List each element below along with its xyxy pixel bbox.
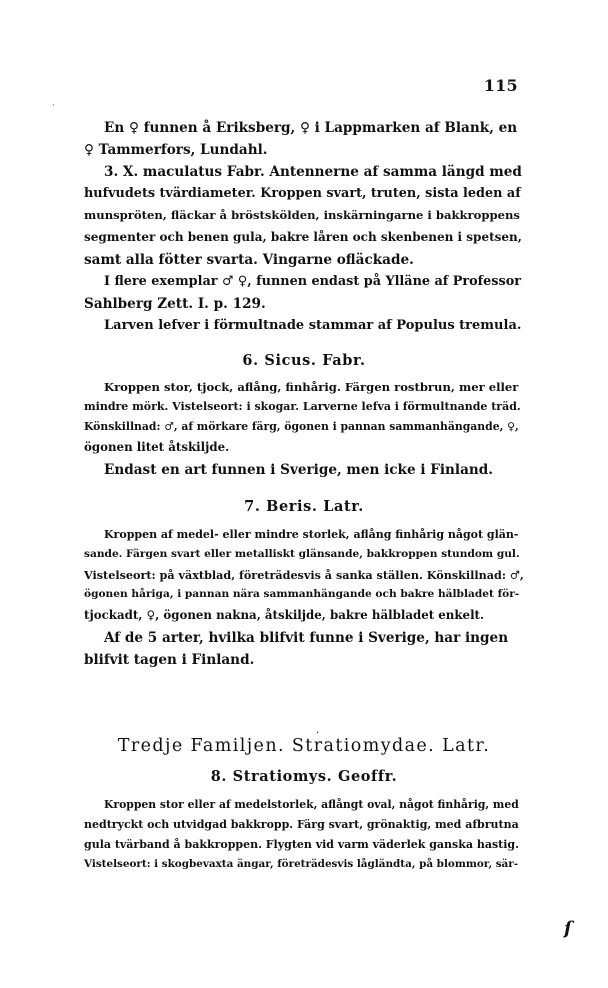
- genus-7-heading: 7. Beris. Latr.: [244, 498, 364, 515]
- text-line-29: gula tvärband å bakkroppen. Flygten vid varm väderlek ganska hastig.: [84, 838, 519, 851]
- page-number: 115: [483, 76, 518, 95]
- text-line-18: Kroppen af medel- eller mindre storlek, aflång finhårig något glän-: [104, 528, 519, 541]
- text-line-27: Kroppen stor eller af medelstorlek, aflångt oval, något finhårig, med: [104, 798, 519, 811]
- text-line-10: Larven lefver i förmultnade stammar af Populus tremula.: [104, 318, 522, 333]
- text-line-8: I flere exemplar ♂ ♀, funnen endast på Ylläne af Professor: [104, 274, 521, 289]
- text-line-1: En ♀ funnen å Eriksberg, ♀ i Lappmarken af Blank, en: [104, 120, 518, 136]
- text-line-5: munspröten, fläckar å bröstskölden, inskärningarne i bakkroppens: [84, 208, 520, 222]
- text-line-21: ögonen håriga, i pannan nära sammanhängande och bakre hälbladet för-: [84, 588, 520, 600]
- margin-mark: ſ: [564, 918, 572, 939]
- text-line-4: hufvudets tvärdiameter. Kroppen svart, truten, sista leden af: [84, 186, 521, 201]
- text-line-16: Endast en art funnen i Sverige, men icke i Finland.: [104, 462, 494, 478]
- text-line-7: samt alla fötter svarta. Vingarne ofläckade.: [84, 252, 414, 268]
- species-3-heading: 3. X. maculatus Fabr. Antennerne af samma längd med: [104, 164, 522, 180]
- text-line-22: tjockadt, ♀, ögonen nakna, åtskiljde, bakre hälbladet enkelt.: [84, 608, 485, 622]
- text-line-6: segmenter och benen gula, bakre låren och skenbenen i spetsen,: [84, 230, 522, 244]
- print-speck: ·: [316, 728, 320, 739]
- genus-8-heading: 8. Stratiomys. Geoffr.: [210, 768, 398, 785]
- text-line-19: sande. Färgen svart eller metalliskt glänsande, bakkroppen stundom gul.: [84, 548, 520, 560]
- text-line-15: ögonen litet åtskiljde.: [84, 440, 230, 454]
- text-line-12: Kroppen stor, tjock, aflång, finhårig. Färgen rostbrun, mer eller: [104, 380, 519, 394]
- family-heading: Tredje Familjen. Stratiomydae. Latr.: [117, 736, 491, 756]
- text-line-23: Af de 5 arter, hvilka blifvit funne i Sverige, har ingen: [104, 630, 509, 646]
- text-line-24: blifvit tagen i Finland.: [84, 652, 255, 668]
- margin-tick: ·: [52, 101, 55, 111]
- genus-6-heading: 6. Sicus. Fabr.: [242, 352, 366, 369]
- text-line-28: nedtryckt och utvidgad bakkropp. Färg svart, grönaktig, med afbrutna: [84, 818, 519, 831]
- text-line-14: Könskillnad: ♂, af mörkare färg, ögonen i pannan sammanhängande, ♀,: [84, 420, 519, 433]
- text-line-30: Vistelseort: i skogbevaxta ängar, företrädesvis lågländta, på blommor, sär-: [84, 858, 519, 870]
- text-line-20: Vistelseort: på växtblad, företrädesvis å sanka ställen. Könskillnad: ♂,: [84, 568, 524, 582]
- text-line-2: ♀ Tammerfors, Lundahl.: [84, 142, 268, 158]
- text-line-9: Sahlberg Zett. I. p. 129.: [84, 296, 266, 312]
- text-line-13: mindre mörk. Vistelseort: i skogar. Larverne lefva i förmultnande träd.: [84, 400, 521, 413]
